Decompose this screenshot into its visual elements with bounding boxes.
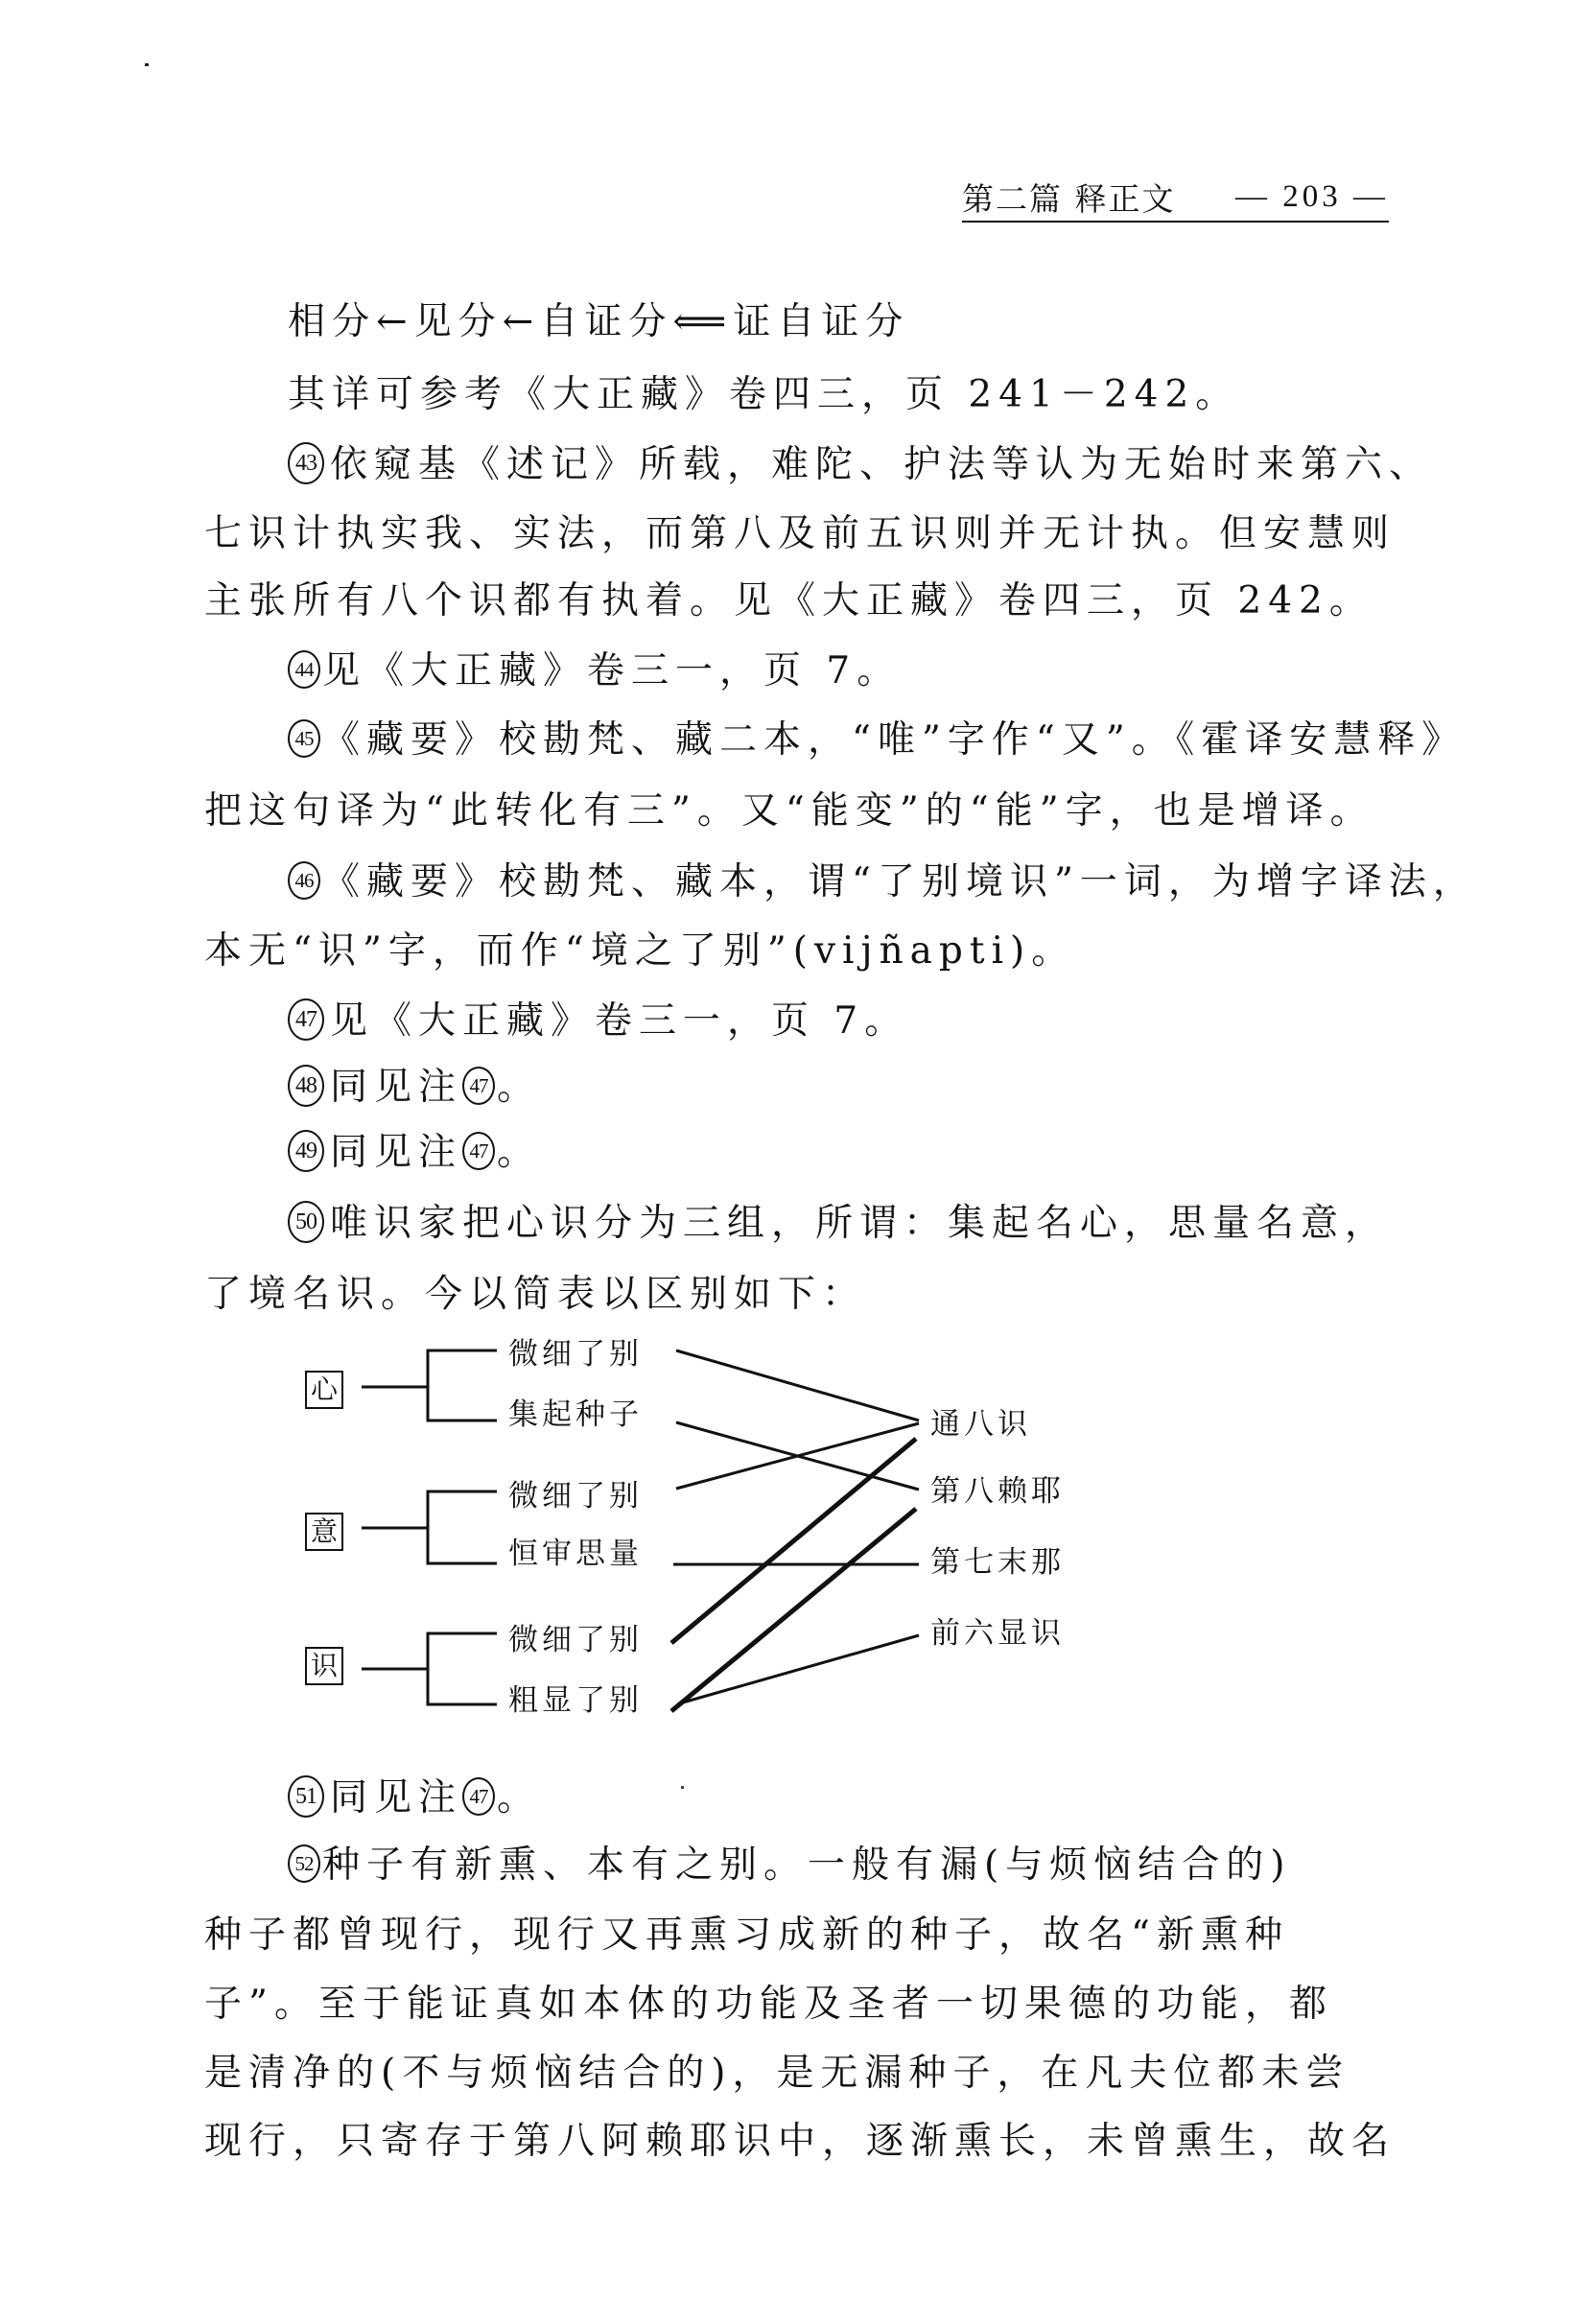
text-line: 其详可参考《大正藏》卷四三，页 241－242。 bbox=[288, 373, 1240, 416]
page-number: — 203 — bbox=[1235, 178, 1389, 214]
note-number: 44 bbox=[288, 650, 320, 689]
link-line bbox=[676, 1422, 919, 1490]
group-box-xin: 心 bbox=[305, 1371, 343, 1409]
note-number: 48 bbox=[288, 1065, 324, 1107]
link-line bbox=[671, 1509, 916, 1711]
text-line: 主张所有八个识都有执着。见《大正藏》卷四三，页 242。 bbox=[204, 579, 1373, 622]
target-label: 第八赖耶 bbox=[930, 1474, 1065, 1509]
footnote-52: 52 种子有新熏、本有之别。一般有漏(与烦恼结合的) bbox=[288, 1846, 1291, 1887]
note-number: 46 bbox=[288, 861, 320, 900]
bracket-xin bbox=[428, 1350, 497, 1421]
text-line: 七识计执实我、实法，而第八及前五识则并无计执。但安慧则 bbox=[204, 512, 1396, 555]
bracket-yi bbox=[428, 1491, 497, 1563]
note-ref: 47 bbox=[462, 1067, 495, 1105]
note-number: 50 bbox=[288, 1201, 324, 1243]
text-line: 种子都曾现行，现行又再熏习成新的种子，故名“新熏种 bbox=[204, 1914, 1289, 1957]
note-number: 52 bbox=[288, 1844, 320, 1883]
item-label: 微细了别 bbox=[508, 1337, 643, 1372]
footnote-50: 50 唯识家把心识分为三组，所谓：集起名心，思量名意， bbox=[288, 1205, 1389, 1247]
link-line bbox=[676, 1350, 919, 1421]
footnote-47: 47 见《大正藏》卷三一，页 7。 bbox=[288, 1002, 908, 1045]
link-line bbox=[683, 1635, 919, 1702]
footnote-44: 44 见《大正藏》卷三一，页 7。 bbox=[288, 652, 901, 693]
note-ref: 47 bbox=[462, 1777, 495, 1816]
item-label: 集起种子 bbox=[508, 1397, 643, 1432]
footnote-49: 49 同见注 47 。 bbox=[288, 1134, 541, 1176]
note-number: 51 bbox=[288, 1775, 324, 1818]
target-label: 前六显识 bbox=[930, 1616, 1065, 1651]
footnote-45: 45 《藏要》校勘梵、藏二本，“唯”字作“又”。《霍译安慧释》 bbox=[288, 721, 1466, 762]
target-label: 第七末那 bbox=[930, 1545, 1065, 1580]
link-line bbox=[671, 1439, 916, 1643]
text-line: 把这句译为“此转化有三”。又“能变”的“能”字，也是增译。 bbox=[204, 789, 1374, 833]
text-line: 现行，只寄存于第八阿赖耶识中，逐渐熏长，未曾熏生，故名 bbox=[204, 2120, 1396, 2163]
link-line bbox=[676, 1423, 919, 1489]
item-label: 恒审思量 bbox=[508, 1537, 643, 1571]
note-ref: 47 bbox=[462, 1132, 495, 1170]
note-number: 45 bbox=[288, 719, 320, 758]
footnote-48: 48 同见注 47 。 bbox=[288, 1068, 541, 1111]
bracket-shi bbox=[428, 1633, 497, 1704]
item-label: 粗显了别 bbox=[508, 1683, 643, 1718]
note-number: 43 bbox=[288, 442, 324, 484]
running-header bbox=[962, 173, 1389, 223]
text-line: 子”。至于能证真如本体的功能及圣者一切果德的功能，都 bbox=[204, 1983, 1333, 2026]
note-number: 47 bbox=[288, 998, 324, 1041]
scan-speck bbox=[681, 1786, 684, 1789]
footnote-43: 43 依窥基《述记》所载，难陀、护法等认为无始时来第六、 bbox=[288, 446, 1433, 488]
scan-speck bbox=[145, 63, 149, 66]
target-label: 通八识 bbox=[930, 1407, 1031, 1442]
footnote-51: 51 同见注 47 。 bbox=[288, 1779, 541, 1821]
footnote-46: 46 《藏要》校勘梵、藏本，谓“了别境识”一词，为增字译法， bbox=[288, 863, 1477, 904]
group-box-shi: 识 bbox=[305, 1647, 343, 1685]
text-line: 是清净的(不与烦恼结合的)，是无漏种子，在凡夫位都未尝 bbox=[204, 2052, 1350, 2095]
group-box-yi: 意 bbox=[305, 1513, 343, 1551]
note-number: 49 bbox=[288, 1130, 324, 1172]
item-label: 微细了别 bbox=[508, 1479, 643, 1514]
text-line: 本无“识”字，而作“境之了别”(vijñapti)。 bbox=[204, 929, 1076, 973]
item-label: 微细了别 bbox=[508, 1623, 643, 1657]
text-line: 相分←见分←自证分⟸证自证分 bbox=[288, 300, 910, 343]
text-line: 了境名识。今以简表以区别如下： bbox=[204, 1273, 867, 1316]
chapter-title: 第二篇 释正文 bbox=[962, 179, 1176, 218]
